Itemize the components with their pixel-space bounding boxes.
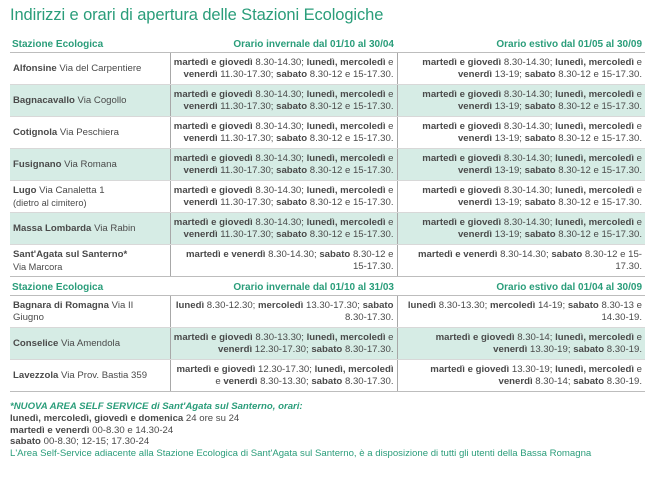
day-label: venerdì bbox=[183, 68, 218, 80]
table-row bbox=[10, 149, 645, 181]
day-label: venerdì bbox=[183, 228, 218, 240]
station-town: Bagnara di Romagna bbox=[13, 299, 109, 311]
day-label: sabato bbox=[524, 228, 556, 240]
station-town: Cotignola bbox=[13, 126, 58, 138]
day-label: lunedì, mercoledì bbox=[555, 152, 634, 164]
day-label: martedì e giovedì bbox=[173, 88, 253, 100]
summer-hours: martedì e giovedì 8.30-14; lunedì, mercoledì e venerdì 13.30-19; sabato 8.30-19. bbox=[397, 328, 645, 360]
footnote-hours: 00-8.30; 12-15; 17.30-24 bbox=[40, 436, 150, 448]
day-label: sabato bbox=[524, 100, 556, 112]
day-label: lunedì, mercoledì bbox=[306, 216, 386, 228]
day-label: venerdì bbox=[457, 164, 493, 176]
day-label: venerdì bbox=[457, 132, 493, 144]
day-label: martedì e giovedì bbox=[435, 331, 515, 343]
day-label: martedì e giovedì bbox=[422, 88, 502, 100]
station-address: Via Peschiera bbox=[59, 126, 119, 138]
table-row bbox=[10, 85, 645, 117]
station-town: Conselice bbox=[13, 337, 59, 349]
day-label: sabato bbox=[524, 196, 556, 208]
summer-hours: martedì e giovedì 8.30-14.30; lunedì, mercoledì e venerdì 13-19; sabato 8.30-12 e 15-17.30. bbox=[397, 85, 645, 117]
station-cell bbox=[10, 328, 170, 360]
winter-hours: martedì e giovedì 8.30-14.30; lunedì, mercoledì e venerdì 11.30-17.30; sabato 8.30-12 e 15-17.30. bbox=[170, 85, 397, 117]
day-label: martedì e venerdì bbox=[186, 248, 266, 260]
summer-hours: lunedì 8.30-13.30; mercoledì 14-19; sabato 8.30-13 e 14.30-19. bbox=[397, 296, 645, 328]
day-label: lunedì, mercoledì bbox=[306, 331, 386, 343]
day-label: venerdì bbox=[183, 132, 218, 144]
footnote-line bbox=[10, 413, 645, 425]
day-label: sabato bbox=[524, 68, 556, 80]
station-cell bbox=[10, 149, 170, 181]
day-label: lunedì, mercoledì bbox=[555, 88, 634, 100]
footnote-days: lunedì, mercoledì, giovedì e domenica bbox=[10, 412, 184, 424]
day-label: lunedì, mercoledì bbox=[555, 216, 634, 228]
table-row bbox=[10, 117, 645, 149]
day-label: sabato bbox=[551, 248, 583, 260]
table-row bbox=[10, 181, 645, 213]
day-label: martedì e venerdì bbox=[417, 248, 498, 260]
station-cell bbox=[10, 296, 170, 328]
station-town: Bagnacavallo bbox=[13, 94, 75, 106]
summer-hours: martedì e giovedì 13.30-19; lunedì, mercoledì e venerdì 8.30-14; sabato 8.30-19. bbox=[397, 360, 645, 392]
day-label: sabato bbox=[311, 343, 343, 355]
station-address: Via Prov. Bastia 359 bbox=[61, 369, 148, 381]
footnote-hours: 24 ore su 24 bbox=[183, 412, 240, 424]
table-row bbox=[10, 213, 645, 245]
station-town: Alfonsine bbox=[13, 62, 57, 74]
winter-hours: martedì e giovedì 8.30-14.30; lunedì, mercoledì e venerdì 11.30-17.30; sabato 8.30-12 e 15-17.30. bbox=[170, 149, 397, 181]
winter-hours: martedì e giovedì 8.30-14.30; lunedì, mercoledì e venerdì 11.30-17.30; sabato 8.30-12 e 15-17.30. bbox=[170, 53, 397, 85]
winter-hours: martedì e giovedì 8.30-14.30; lunedì, mercoledì e venerdì 11.30-17.30; sabato 8.30-12 e 15-17.30. bbox=[170, 181, 397, 213]
station-town: Sant'Agata sul Santerno* bbox=[13, 248, 128, 260]
day-label: martedì e giovedì bbox=[422, 56, 502, 68]
day-label: sabato bbox=[524, 164, 556, 176]
day-label: sabato bbox=[276, 196, 308, 208]
day-label: lunedì, mercoledì bbox=[306, 120, 386, 132]
day-label: sabato bbox=[276, 100, 308, 112]
day-label: venerdì bbox=[457, 228, 493, 240]
station-address-note: Via Marcora bbox=[13, 261, 63, 272]
day-label: martedì e giovedì bbox=[422, 120, 502, 132]
day-label: lunedì bbox=[407, 299, 437, 311]
day-label: lunedì, mercoledì bbox=[555, 120, 634, 132]
day-label: lunedì, mercoledì bbox=[306, 88, 386, 100]
day-label: sabato bbox=[311, 375, 343, 387]
station-cell bbox=[10, 245, 170, 277]
day-label: sabato bbox=[573, 375, 605, 387]
day-label: venerdì bbox=[223, 375, 258, 387]
day-label: sabato bbox=[567, 299, 599, 311]
day-label: venerdì bbox=[498, 375, 533, 387]
station-cell bbox=[10, 85, 170, 117]
table-header-row bbox=[10, 280, 645, 296]
header-winter: Orario invernale dal 01/10 al 31/03 bbox=[170, 280, 397, 296]
summer-hours: martedì e giovedì 8.30-14.30; lunedì, mercoledì e venerdì 13-19; sabato 8.30-12 e 15-17.30. bbox=[397, 181, 645, 213]
day-label: martedì e giovedì bbox=[173, 331, 253, 343]
header-winter: Orario invernale dal 01/10 al 30/04 bbox=[170, 37, 397, 53]
footnote-heading: *NUOVA AREA SELF SERVICE di Sant'Agata sul Santerno, orari: bbox=[10, 401, 303, 412]
header-summer: Orario estivo dal 01/04 al 30/09 bbox=[397, 280, 645, 296]
day-label: lunedì, mercoledì bbox=[555, 184, 634, 196]
station-address: Via Canaletta 1 bbox=[39, 184, 105, 196]
summer-hours: martedì e giovedì 8.30-14.30; lunedì, mercoledì e venerdì 13-19; sabato 8.30-12 e 15-17.30. bbox=[397, 213, 645, 245]
station-town: Fusignano bbox=[13, 158, 62, 170]
footnote bbox=[10, 401, 645, 460]
day-label: venerdì bbox=[183, 100, 218, 112]
day-label: lunedì, mercoledì bbox=[555, 331, 634, 343]
day-label: sabato bbox=[276, 164, 308, 176]
station-town: Lugo bbox=[13, 184, 37, 196]
station-address: Via Amendola bbox=[61, 337, 121, 349]
schedule-table-2 bbox=[10, 280, 645, 392]
day-label: lunedì, mercoledì bbox=[306, 184, 386, 196]
table-row bbox=[10, 296, 645, 328]
day-label: lunedì, mercoledì bbox=[555, 56, 634, 68]
winter-hours: martedì e giovedì 8.30-13.30; lunedì, mercoledì e venerdì 12.30-17.30; sabato 8.30-17.30. bbox=[170, 328, 397, 360]
station-cell bbox=[10, 213, 170, 245]
day-label: sabato bbox=[276, 68, 308, 80]
day-label: venerdì bbox=[457, 196, 493, 208]
table-row bbox=[10, 328, 645, 360]
station-cell bbox=[10, 360, 170, 392]
header-station: Stazione Ecologica bbox=[10, 280, 170, 296]
day-label: venerdì bbox=[493, 343, 528, 355]
summer-hours: martedì e giovedì 8.30-14.30; lunedì, mercoledì e venerdì 13-19; sabato 8.30-12 e 15-17.30. bbox=[397, 117, 645, 149]
day-label: martedì e giovedì bbox=[422, 152, 502, 164]
day-label: venerdì bbox=[457, 100, 493, 112]
station-address-note: (dietro al cimitero) bbox=[13, 197, 87, 208]
station-cell bbox=[10, 117, 170, 149]
day-label: venerdì bbox=[457, 68, 493, 80]
winter-hours: martedì e giovedì 12.30-17.30; lunedì, mercoledì e venerdì 8.30-13.30; sabato 8.30-17.30. bbox=[170, 360, 397, 392]
day-label: martedì e giovedì bbox=[430, 363, 510, 375]
day-label: lunedì, mercoledì bbox=[314, 363, 394, 375]
summer-hours: martedì e giovedì 8.30-14.30; lunedì, mercoledì e venerdì 13-19; sabato 8.30-12 e 15-17.30. bbox=[397, 53, 645, 85]
day-label: sabato bbox=[524, 132, 556, 144]
day-label: venerdì bbox=[183, 196, 218, 208]
station-address: Via Cogollo bbox=[77, 94, 127, 106]
day-label: lunedì, mercoledì bbox=[306, 56, 386, 68]
footnote-hours: 00-8.30 e 14.30-24 bbox=[89, 424, 174, 436]
station-cell bbox=[10, 181, 170, 213]
winter-hours: lunedì 8.30-12.30; mercoledì 13.30-17.30; sabato 8.30-17.30. bbox=[170, 296, 397, 328]
table-header-row bbox=[10, 37, 645, 53]
header-station: Stazione Ecologica bbox=[10, 37, 170, 53]
day-label: sabato bbox=[276, 228, 308, 240]
table-row bbox=[10, 53, 645, 85]
day-label: martedì e giovedì bbox=[173, 56, 253, 68]
footnote-line bbox=[10, 436, 645, 448]
summer-hours: martedì e giovedì 8.30-14.30; lunedì, mercoledì e venerdì 13-19; sabato 8.30-12 e 15-17.30. bbox=[397, 149, 645, 181]
day-label: lunedì, mercoledì bbox=[306, 152, 386, 164]
station-town: Massa Lombarda bbox=[13, 222, 92, 234]
day-label: mercoledì bbox=[258, 299, 304, 311]
day-label: venerdì bbox=[217, 343, 253, 355]
station-address: Via Rabin bbox=[94, 222, 136, 234]
schedule-table-1 bbox=[10, 37, 645, 277]
day-label: martedì e giovedì bbox=[173, 152, 253, 164]
station-address: Via del Carpentiere bbox=[59, 62, 142, 74]
table-row bbox=[10, 245, 645, 277]
day-label: sabato bbox=[362, 299, 394, 311]
day-label: martedì e giovedì bbox=[422, 216, 502, 228]
station-town: Lavezzola bbox=[13, 369, 59, 381]
footnote-line bbox=[10, 425, 645, 437]
day-label: sabato bbox=[319, 248, 351, 260]
day-label: martedì e giovedì bbox=[422, 184, 502, 196]
day-label: martedì e giovedì bbox=[173, 184, 253, 196]
winter-hours: martedì e giovedì 8.30-14.30; lunedì, mercoledì e venerdì 11.30-17.30; sabato 8.30-12 e 15-17.30. bbox=[170, 213, 397, 245]
footnote-days: sabato bbox=[10, 436, 41, 448]
day-label: martedì e giovedì bbox=[173, 216, 253, 228]
station-address: Via Romana bbox=[64, 158, 117, 170]
header-summer: Orario estivo dal 01/05 al 30/09 bbox=[397, 37, 645, 53]
station-cell bbox=[10, 53, 170, 85]
footnote-note: L'Area Self-Service adiacente alla Stazione Ecologica di Sant'Agata sul Santerno, è a disposizione di tutti gli utenti della Bassa Romagna bbox=[10, 448, 592, 460]
day-label: sabato bbox=[276, 132, 308, 144]
winter-hours: martedì e venerdì 8.30-14.30; sabato 8.30-12 e 15-17.30. bbox=[170, 245, 397, 277]
day-label: martedì e giovedì bbox=[173, 120, 253, 132]
day-label: lunedì, mercoledì bbox=[555, 363, 634, 375]
day-label: sabato bbox=[573, 343, 605, 355]
page-title: Indirizzi e orari di apertura delle Stazioni Ecologiche bbox=[10, 6, 384, 24]
table-row bbox=[10, 360, 645, 392]
day-label: venerdì bbox=[183, 164, 218, 176]
winter-hours: martedì e giovedì 8.30-14.30; lunedì, mercoledì e venerdì 11.30-17.30; sabato 8.30-12 e 15-17.30. bbox=[170, 117, 397, 149]
summer-hours: martedì e venerdì 8.30-14.30; sabato 8.30-12 e 15-17.30. bbox=[397, 245, 645, 277]
station-address: Via II Giugno bbox=[13, 299, 134, 323]
day-label: lunedì bbox=[175, 299, 205, 311]
day-label: martedì e giovedì bbox=[176, 363, 256, 375]
day-label: mercoledì bbox=[489, 299, 536, 311]
footnote-days: martedì e venerdì bbox=[10, 424, 90, 436]
